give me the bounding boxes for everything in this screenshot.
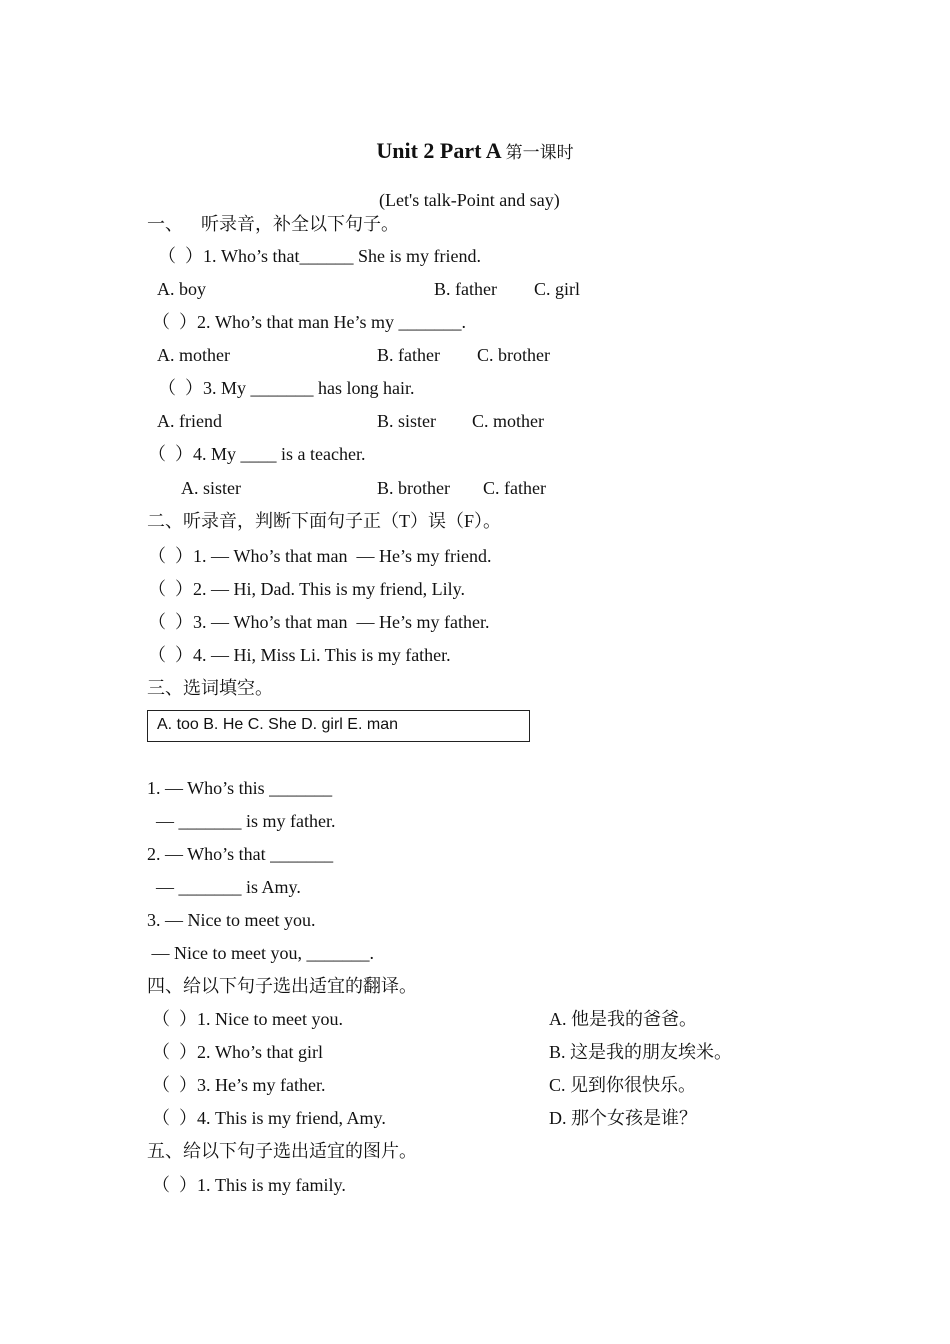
s1-question-1: （ ）1. Who’s that______ She is my friend. [158,246,481,266]
section-5-heading: 五、给以下句子选出适宜的图片。 [147,1141,417,1161]
s1-q1-option-a: A. boy [157,279,206,299]
page-title [0,138,950,166]
s2-question-4: （ ）4. — Hi, Miss Li. This is my father. [148,645,451,665]
s4-question-4: （ ）4. This is my friend, Amy. [152,1108,386,1128]
s1-q4-option-b: B. brother [377,478,450,498]
s1-q1-option-b: B. father [434,279,497,299]
s1-q3-option-b: B. sister [377,411,437,431]
title-sub: 第一课时 [505,143,574,162]
s1-q4-option-c: C. father [483,478,546,498]
s4-question-2: （ ）2. Who’s that girl [152,1042,323,1062]
s3-question-3-line-2: — Nice to meet you, _______. [147,943,374,963]
s1-q3-option-a: A. friend [157,411,222,431]
s1-question-2: （ ）2. Who’s that man He’s my _______. [152,312,466,332]
s3-question-2-line-1: 2. — Who’s that _______ [147,844,334,864]
s3-question-2-line-2: — _______ is Amy. [147,877,301,897]
title-main: Unit 2 Part A [376,138,502,163]
s1-q2-option-b: B. father [377,345,440,365]
s1-question-3: （ ）3. My _______ has long hair. [158,378,415,398]
s5-question-1: （ ）1. This is my family. [152,1175,346,1195]
section-2-heading: 二、听录音，判断下面句子正（T）误（F）。 [147,511,502,531]
s4-translation-b: B. 这是我的朋友埃米。 [549,1042,733,1062]
s4-translation-d: D. 那个女孩是谁？ [549,1108,697,1128]
s2-question-3: （ ）3. — Who’s that man — He’s my father. [148,612,490,632]
section-3-heading: 三、选词填空。 [147,678,273,698]
s1-question-4: （ ）4. My ____ is a teacher. [148,444,366,464]
s4-question-3: （ ）3. He’s my father. [152,1075,326,1095]
s4-translation-a: A. 他是我的爸爸。 [549,1009,697,1029]
s3-question-1-line-1: 1. — Who’s this _______ [147,778,333,798]
s1-q3-option-c: C. mother [472,411,544,431]
section-1-heading: 一、 听录音，补全以下句子。 [147,214,399,234]
s3-question-3-line-1: 3. — Nice to meet you. [147,910,316,930]
s1-q2-option-a: A. mother [157,345,230,365]
s3-question-1-line-2: — _______ is my father. [147,811,336,831]
section-4-heading: 四、给以下句子选出适宜的翻译。 [147,976,417,996]
s2-question-1: （ ）1. — Who’s that man — He’s my friend. [148,546,492,566]
s4-question-1: （ ）1. Nice to meet you. [152,1009,343,1029]
s4-translation-c: C. 见到你很快乐。 [549,1075,697,1095]
s1-q1-option-c: C. girl [534,279,581,299]
s2-question-2: （ ）2. — Hi, Dad. This is my friend, Lily. [148,579,465,599]
s1-q4-option-a: A. sister [181,478,241,498]
s1-q2-option-c: C. brother [477,345,550,365]
word-bank-box: A. too B. He C. She D. girl E. man [147,710,530,742]
page-subtitle: (Let's talk-Point and say) [379,190,560,210]
